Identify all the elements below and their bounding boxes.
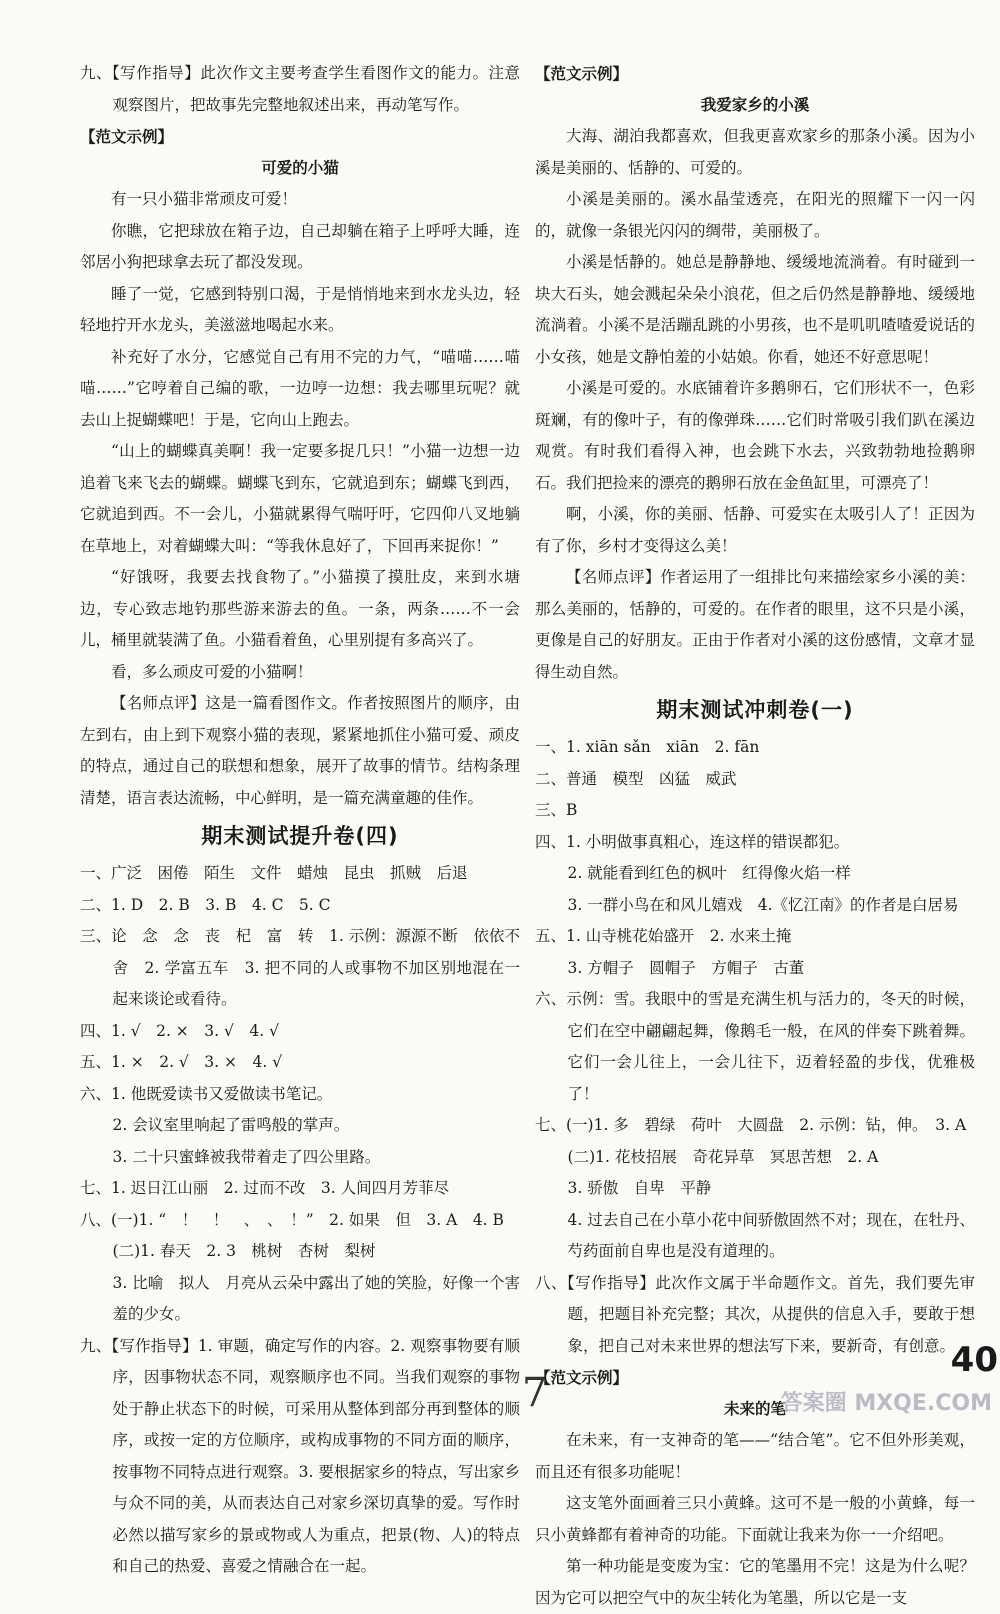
right-paragraph: 2. 就能看到红色的枫叶 红得像火焰一样	[567, 864, 851, 882]
left-paragraph: 睡了一觉，它感到特别口渴，于是悄悄地来到水龙头边，轻轻地拧开水龙头，美滋滋地喝起水来。	[80, 284, 520, 334]
left-column	[80, 58, 520, 1583]
right-paragraph: 在未来，有一支神奇的笔——“结合笔”。它不但外形美观，而且还有很多功能呢！	[535, 1431, 975, 1481]
left-paragraph: 三、论 念 念 丧 杞 富 转 1. 示例：源源不断 依依不舍 2. 学富五车 3. 把不同的人或事物不加区别地混在一起来谈论或看待。	[80, 927, 520, 1008]
left-paragraph: (二)1. 春天 2. 3 桃树 杏树 梨树	[112, 1242, 376, 1260]
right-paragraph: 【名师点评】作者运用了一组排比句来描绘家乡小溪的美：那么美丽的，恬静的，可爱的。在作者的眼里，这不只是小溪，更像是自己的好朋友。正由于作者对小溪的这份感情，文章才显得生动自然。	[535, 568, 975, 681]
right-paragraph: 【范文示例】	[535, 64, 629, 83]
watermark: 答案圈 MXQE.COM	[780, 1391, 992, 1416]
left-paragraph: 2. 会议室里响起了雷鸣般的掌声。	[112, 1116, 350, 1134]
left-paragraph: “山上的蝴蝶真美啊！我一定要多捉几只！”小猫一边想一边追着飞来飞去的蝴蝶。蝴蝶飞到东，它就追到东；蝴蝶飞到西，它就追到西。不一会儿，小猫就累得气喘吁吁，它四仰八叉地躺在草地上，对着蝴蝶大叫：“等我休息好了，下回再来捉你！”	[80, 442, 520, 555]
page-number: 40	[950, 1340, 998, 1380]
right-paragraph: 三、B	[535, 801, 578, 819]
left-paragraph: 你瞧，它把球放在箱子边，自己却躺在箱子上呼呼大睡，连邻居小狗把球拿去玩了都没发现。	[80, 221, 520, 271]
right-paragraph: 3. 一群小鸟在和风儿嬉戏 4.《忆江南》的作者是白居易	[567, 895, 959, 914]
left-paragraph: 有一只小猫非常顽皮可爱！	[111, 190, 298, 208]
right-paragraph: 3. 骄傲 自卑 平静	[567, 1179, 712, 1197]
right-paragraph: 七、(一)1. 多 碧绿 荷叶 大圆盘 2. 示例：钻，伸。 3. A	[535, 1116, 967, 1134]
left-paragraph: 【名师点评】这是一篇看图作文。作者按照图片的顺序，由左到右，由上到下观察小猫的表现，紧紧地抓住小猫可爱、顽皮的特点，通过自己的联想和想象，展开了故事的情节。结构条理清楚，语言表达流畅，中心鲜明，是一篇充满童趣的佳作。	[80, 694, 520, 807]
right-paragraph: 这支笔外面画着三只小黄蜂。这可不是一般的小黄蜂，每一只小黄蜂都有着神奇的功能。下面就让我来为你一一介绍吧。	[535, 1494, 975, 1544]
right-paragraph: 八、【写作指导】此次作文属于半命题作文。首先，我们要先审题，把题目补充完整；其次，从提供的信息入手，要敢于想象，把自己对未来世界的想法写下来，要新奇，有创意。	[535, 1273, 975, 1355]
right-paragraph: 小溪是美丽的。溪水晶莹透亮，在阳光的照耀下一闪一闪的，就像一条银光闪闪的绸带，美丽极了。	[535, 190, 975, 240]
left-paragraph: 五、1. × 2. √ 3. × 4. √	[80, 1053, 283, 1071]
right-column	[535, 58, 975, 1614]
left-paragraph: 【范文示例】	[80, 127, 174, 146]
left-paragraph: 看，多么顽皮可爱的小猫啊！	[111, 662, 313, 681]
right-paragraph: 四、1. 小明做事真粗心，连这样的错误都犯。	[535, 832, 850, 851]
left-paragraph: 六、1. 他既爱读书又爱做读书笔记。	[80, 1084, 333, 1103]
left-paragraph: “好饿呀，我要去找食物了。”小猫摸了摸肚皮，来到水塘边，专心致志地钓那些游来游去的鱼。一条，两条……不一会儿，桶里就装满了鱼。小猫看着鱼，心里别提有多高兴了。	[80, 568, 520, 649]
left-paragraph: 一、广泛 困倦 陌生 文件 蜡烛 昆虫 抓贼 后退	[80, 864, 468, 882]
right-paragraph: 未来的笔	[723, 1399, 786, 1418]
right-paragraph: 小溪是恬静的。她总是静静地、缓缓地流淌着。有时碰到一块大石头，她会溅起朵朵小浪花，但之后仍然是静静地、缓缓地流淌着。小溪不是活蹦乱跳的小男孩，也不是叽叽喳喳爱说话的小女孩，她是文静怕羞的小姑娘。你看，她还不好意思呢！	[535, 253, 975, 366]
left-paragraph: 九、【写作指导】此次作文主要考查学生看图作文的能力。注意观察图片，把故事先完整地叙述出来，再动笔写作。	[80, 64, 520, 114]
left-paragraph: 七、1. 迟日江山丽 2. 过而不改 3. 人间四月芳菲尽	[80, 1179, 450, 1197]
left-paragraph: 3. 二十只蜜蜂被我带着走了四公里路。	[112, 1147, 381, 1166]
page-mark: 7	[522, 1370, 548, 1416]
left-paragraph: 补充好了水分，它感觉自己有用不完的力气，“喵喵……喵喵……”它哼着自己编的歌，一边哼一边想：我去哪里玩呢？就去山上捉蝴蝶吧！于是，它向山上跑去。	[80, 347, 520, 429]
left-paragraph: 四、1. √ 2. × 3. √ 4. √	[80, 1021, 279, 1040]
right-paragraph: 3. 方帽子 圆帽子 方帽子 古董	[567, 958, 805, 977]
left-paragraph: 九、【写作指导】1. 审题，确定写作的内容。2. 观察事物要有顺序，因事物状态不同，观察顺序也不同。当我们观察的事物处于静止状态下的时候，可采用从整体到部分再到整体的顺序，或按一定的方位顺序，或构成事物的不同方面的顺序，按事物不同特点进行观察。3. 要根据家乡的特点，写出家乡与众不同的美，从而表达自己对家乡深切真挚的爱。写作时必然以描写家乡的景或物或人为重点，把景(物、人)的特点和自己的热爱、喜爱之情融合在一起。	[80, 1336, 520, 1575]
right-paragraph: 我爱家乡的小溪	[700, 95, 810, 114]
right-paragraph: 4. 过去自己在小草小花中间骄傲固然不对；现在，在牡丹、芍药面前自卑也是没有道理的。	[567, 1210, 975, 1260]
right-paragraph: 大海、湖泊我都喜欢，但我更喜欢家乡的那条小溪。因为小溪是美丽的、恬静的、可爱的。	[535, 127, 975, 177]
right-paragraph: 【范文示例】	[535, 1368, 629, 1387]
right-paragraph: 期末测试冲刺卷(一)	[656, 698, 854, 722]
right-paragraph: 六、示例：雪。我眼中的雪是充满生机与活力的，冬天的时候，它们在空中翩翩起舞，像鹅毛一般，在风的伴奏下跳着舞。它们一会儿往上，一会儿往下，迈着轻盈的步伐，优雅极了！	[535, 990, 975, 1103]
right-paragraph: 啊，小溪，你的美丽、恬静、可爱实在太吸引人了！正因为有了你，乡村才变得这么美！	[535, 505, 975, 555]
right-paragraph: 二、普通 模型 凶猛 威武	[535, 769, 737, 788]
right-paragraph: (二)1. 花枝招展 奇花异草 冥思苦想 2. A	[567, 1147, 879, 1166]
left-paragraph: 可爱的小猫	[261, 158, 339, 177]
left-paragraph: 期末测试提升卷(四)	[201, 824, 399, 848]
right-paragraph: 一、1. xiān sǎn xiān 2. fān	[535, 738, 760, 756]
left-paragraph: 3. 比喻 拟人 月亮从云朵中露出了她的笑脸，好像一个害羞的少女。	[112, 1273, 520, 1323]
right-paragraph: 五、1. 山寺桃花始盛开 2. 水来土掩	[535, 927, 792, 945]
left-paragraph: 二、1. D 2. B 3. B 4. C 5. C	[80, 895, 331, 914]
right-paragraph: 第一种功能是变废为宝：它的笔墨用不完！这是为什么呢？因为它可以把空气中的灰尘转化为笔墨，所以它是一支	[535, 1557, 975, 1607]
left-paragraph: 八、(一)1. “ ！ ！ 、 、 ！” 2. 如果 但 3. A 4. B	[80, 1210, 504, 1229]
right-paragraph: 小溪是可爱的。水底铺着许多鹅卵石，它们形状不一，色彩斑斓，有的像叶子，有的像弹珠……它们时常吸引我们趴在溪边观赏。有时我们看得入神，也会跳下水去，兴致勃勃地捡鹅卵石。我们把捡来的漂亮的鹅卵石放在金鱼缸里，可漂亮了！	[535, 379, 975, 492]
